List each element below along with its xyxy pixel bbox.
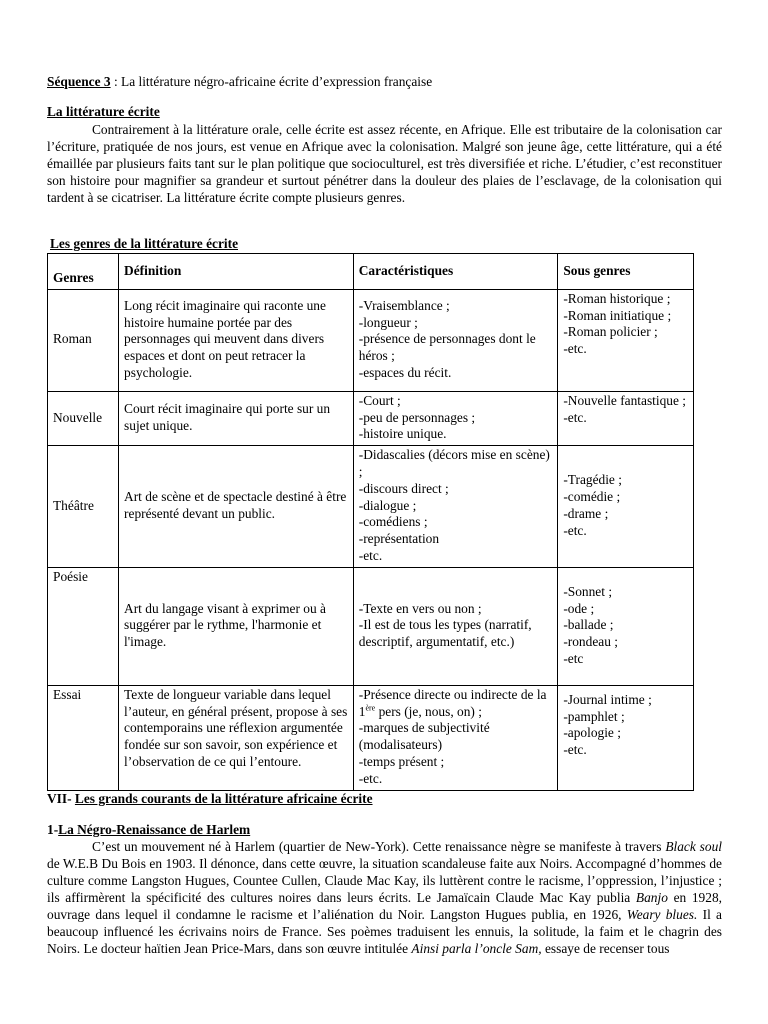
table-header-row [48, 254, 694, 290]
genres-table [47, 253, 694, 791]
characteristics-cell: -Court ; -peu de personnages ; -histoire unique. [353, 391, 558, 445]
table-row [48, 567, 694, 685]
sequence-label: Séquence 3 [47, 74, 111, 89]
table-row [48, 289, 694, 391]
genre-cell: Essai [48, 685, 119, 790]
subgenres-cell: -Nouvelle fantastique ; -etc. [558, 391, 694, 445]
table-header-cell: Définition [119, 254, 354, 290]
genre-cell: Poésie [48, 567, 119, 685]
genre-cell: Théâtre [48, 446, 119, 568]
sequence-title: : La littérature négro-africaine écrite d’expression française [110, 74, 433, 89]
section-title: La littérature écrite [47, 104, 160, 119]
definition-cell: Art de scène et de spectacle destiné à être représenté devant un public. [119, 446, 354, 568]
section-vii-heading: VII- Les grands courants de la littérature africaine écrite [47, 791, 373, 806]
subgenres-cell: -Sonnet ; -ode ; -ballade ; -rondeau ; -etc [558, 567, 694, 685]
subgenres-cell: -Roman historique ; -Roman initiatique ; -Roman policier ; -etc. [558, 289, 694, 391]
genre-cell: Nouvelle [48, 391, 119, 445]
table-row [48, 685, 694, 790]
table-header-cell: Caractéristiques [353, 254, 558, 290]
characteristics-cell: -Didascalies (décors mise en scène) ; -discours direct ; -dialogue ; -comédiens ; -représentation -etc. [353, 446, 558, 568]
characteristics-cell: -Vraisemblance ; -longueur ; -présence de personnages dont le héros ; -espaces du récit. [353, 289, 558, 391]
table-caption: Les genres de la littérature écrite [50, 236, 239, 251]
subgenres-cell: -Tragédie ; -comédie ; -drame ; -etc. [558, 446, 694, 568]
table-row [48, 446, 694, 568]
subsection-1-heading: 1-La Négro-Renaissance de Harlem [47, 822, 251, 837]
table-header-cell: Sous genres [558, 254, 694, 290]
definition-cell: Art du langage visant à exprimer ou à suggérer par le rythme, l'harmonie et l'image. [119, 567, 354, 685]
genre-cell: Roman [48, 289, 119, 391]
characteristics-cell: -Texte en vers ou non ; -Il est de tous les types (narratif, descriptif, argumentatif, etc.) [353, 567, 558, 685]
definition-cell: Long récit imaginaire qui raconte une histoire humaine portée par des personnages qui meuvent dans divers espaces et dont on peut retracer la psychologie. [119, 289, 354, 391]
table-header-cell: Genres [48, 254, 119, 290]
subgenres-cell: -Journal intime ; -pamphlet ; -apologie ; -etc. [558, 685, 694, 790]
table-row [48, 391, 694, 445]
harlem-paragraph: C’est un mouvement né à Harlem (quartier de New-York). Cette renaissance nègre se manifeste à travers Black soul de W.E.B Du Bois en 1903. Il dénonce, dans cette œuvre, la situation scandaleuse faite aux Noirs. Accompagné d’hommes de culture comme Langston Hugues, Countee Cullen, Claude Mac Kay, ils luttèrent contre le racisme, l’oppression, l’injustice ; ils affirmèrent la spécificité des cultures noires dans leurs écrits. Le Jamaïcain Claude Mac Kay publia Banjo en 1928, ouvrage dans lequel il condamne le racisme et l’aliénation du Noir. Langston Hugues publia, en 1926, Weary blues. Il a beaucoup influencé les écrivains noirs de France. Ses poèmes traduisent les ennuis, la solitude, la faim et le chagrin des Noirs. Le docteur haïtien Jean Price-Mars, dans son œuvre intitulée Ainsi parla l’oncle Sam, essaye de recenser tous [47, 839, 722, 956]
characteristics-cell: -Présence directe ou indirecte de la 1ère pers (je, nous, on) ; -marques de subjectivité (modalisateurs) -temps présent ; -etc. [353, 685, 558, 790]
definition-cell: Court récit imaginaire qui porte sur un sujet unique. [119, 391, 354, 445]
definition-cell: Texte de longueur variable dans lequel l’auteur, en général présent, propose à ses contemporains une réflexion argumentée fondée sur son savoir, son expérience et l’observation de ce qui l’entoure. [119, 685, 354, 790]
sequence-heading [47, 73, 722, 90]
intro-paragraph: Contrairement à la littérature orale, celle écrite est assez récente, en Afrique. Elle est tributaire de la colonisation car l’écriture, pratiquée de nos jours, est venue en Afrique avec la colonisation. Malgré son jeune âge, cette littérature, qui a été émaillée par plusieurs faits tant sur le plan politique que socioculturel, est très diversifiée et riche. L’étudier, c’est reconstituer son histoire pour magnifier sa grandeur et surtout pénétrer dans la douleur des plaies de l’esclavage, de la colonisation qui tardent à se cicatriser. La littérature écrite compte plusieurs genres. [47, 122, 722, 205]
